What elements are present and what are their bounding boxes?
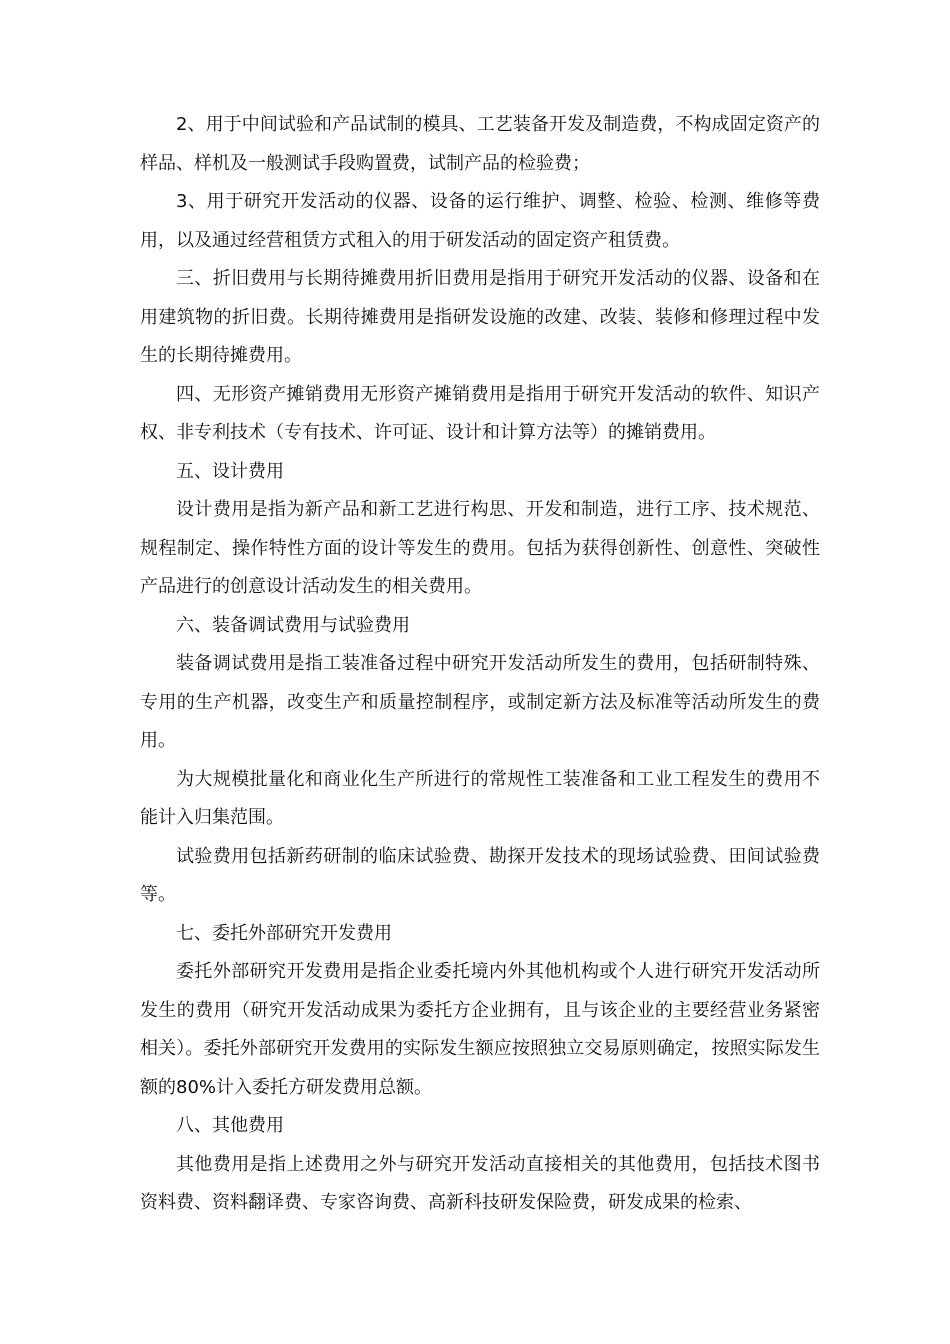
paragraph-excluded-scope: 为大规模批量化和商业化生产所进行的常规性工装准备和工业工程发生的费用不能计入归集范围。 (140, 768, 820, 828)
paragraph-design-cost: 设计费用是指为新产品和新工艺进行构思、开发和制造，进行工序、技术规范、规程制定、操作特性方面的设计等发生的费用。包括为获得创新性、创意性、突破性产品进行的创意设计活动发生的相关费用。 (140, 499, 820, 597)
paragraph-item-2: 2、用于中间试验和产品试制的模具、工艺装备开发及制造费，不构成固定资产的样品、样机及一般测试手段购置费，试制产品的检验费； (140, 114, 820, 174)
paragraph-equipment-debug: 装备调试费用是指工装准备过程中研究开发活动所发生的费用，包括研制特殊、专用的生产机器，改变生产和质量控制程序，或制定新方法及标准等活动所发生的费用。 (140, 653, 820, 751)
paragraph-item-3: 3、用于研究开发活动的仪器、设备的运行维护、调整、检验、检测、维修等费用，以及通过经营租赁方式租入的用于研发活动的固定资产租赁费。 (140, 191, 820, 251)
heading-design-cost: 五、设计费用 (176, 460, 284, 482)
paragraph-other-cost: 其他费用是指上述费用之外与研究开发活动直接相关的其他费用，包括技术图书资料费、资料翻译费、专家咨询费、高新科技研发保险费，研发成果的检索、 (140, 1153, 820, 1213)
paragraph-test-cost: 试验费用包括新药研制的临床试验费、勘探开发技术的现场试验费、田间试验费等。 (140, 845, 820, 905)
paragraph-amortization: 四、无形资产摊销费用无形资产摊销费用是指用于研究开发活动的软件、知识产权、非专利技术（专有技术、许可证、设计和计算方法等）的摊销费用。 (140, 383, 820, 443)
heading-equipment-test-cost: 六、装备调试费用与试验费用 (176, 614, 410, 636)
paragraph-depreciation: 三、折旧费用与长期待摊费用折旧费用是指用于研究开发活动的仪器、设备和在用建筑物的折旧费。长期待摊费用是指研发设施的改建、改装、装修和修理过程中发生的长期待摊费用。 (140, 268, 820, 366)
paragraph-outsourced-rd: 委托外部研究开发费用是指企业委托境内外其他机构或个人进行研究开发活动所发生的费用（研究开发活动成果为委托方企业拥有，且与该企业的主要经营业务紧密相关）。委托外部研究开发费用的实际发生额应按照独立交易原则确定，按照实际发生额的80%计入委托方研发费用总额。 (140, 961, 820, 1098)
heading-outsourced-rd: 七、委托外部研究开发费用 (176, 922, 392, 944)
heading-other-cost: 八、其他费用 (176, 1115, 284, 1136)
document-body (140, 106, 820, 1223)
